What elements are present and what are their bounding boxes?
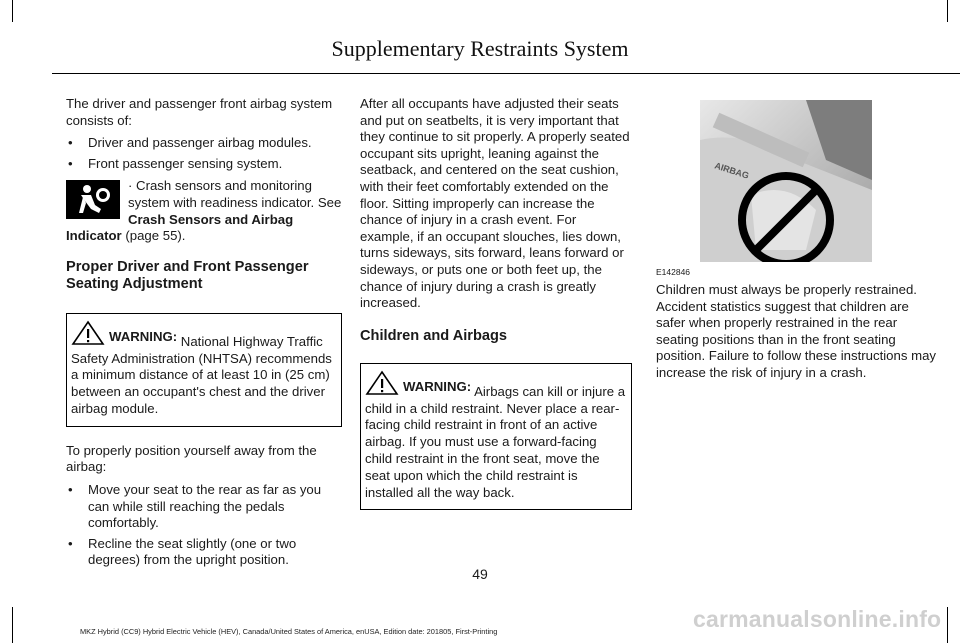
list-item: • Front passenger sensing system. — [68, 155, 283, 171]
crop-mark-top-left-v — [12, 0, 13, 22]
column-middle — [360, 96, 632, 510]
list-item: • Recline the seat slightly (one or two degrees) from the upright position. — [68, 535, 297, 568]
watermark-logo: carmanualsonline.info — [693, 606, 942, 632]
edition-footer: MKZ Hybrid (CC9) Hybrid Electric Vehicle (HEV), Canada/United States of America, enUSA, Edition date: 201805, First-Printing — [80, 627, 498, 636]
warning-box-nhtsa: WARNING: National Highway Traffic Safety Administration (NHTSA) recommends a minimum distance of at least 10 in (25 cm) between an occupant's chest and the driver airbag module. — [66, 313, 342, 427]
column-right — [656, 100, 936, 382]
seating-paragraph: After all occupants have adjusted their seats and put on seatbelts, it is very important that they continue to sit properly. A properly seated occupant sits upright, leaning against the seatback, and centered on the seat cushion, with their feet comfortably extended on the floor. Sitting improperly can increase the chance of injury in a crash event. For example, if an occupant slouches, lies down, turns sideways, sits forward, leans forward or sideways, or puts one or both feet up, the chance of injury during a crash is greatly increased. — [360, 96, 630, 311]
section-heading-seating: Proper Driver and Front Passenger Seating Adjustment — [66, 258, 309, 292]
figure-code: E142846 — [656, 266, 691, 277]
page-title: Supplementary Restraints System — [331, 36, 629, 61]
children-paragraph: Children must always be properly restrained. Accident statistics suggest that children are safer when properly restrained in the rear seating positions than in the front seating position. Failure to follow these instructions may increase the risk of injury in a crash. — [656, 282, 936, 380]
intro-text: The driver and passenger front airbag system consists of: — [66, 96, 333, 128]
crop-mark-top-right-v — [947, 0, 948, 22]
list-item: • Driver and passenger airbag modules. — [68, 135, 312, 151]
component-list — [66, 135, 342, 172]
airbag-indicator-note: · Crash sensors and monitoring system with readiness indicator. See Crash Sensors and Airbag Indicator (page 55). — [66, 178, 342, 244]
column-left — [66, 96, 342, 573]
warning-triangle-icon — [365, 370, 399, 396]
warning-triangle-icon — [71, 320, 105, 346]
crop-mark-bottom-left-v — [12, 607, 13, 643]
section-heading-children: Children and Airbags — [360, 327, 508, 344]
child-seat-airbag-illustration — [656, 100, 872, 277]
page-number: 49 — [472, 566, 488, 582]
position-list — [66, 482, 342, 569]
list-item: • Move your seat to the rear as far as you can while still reaching the pedals comfortably. — [68, 481, 322, 531]
header-rule — [52, 73, 960, 74]
warning-box-children: WARNING: Airbags can kill or injure a child in a child restraint. Never place a rear-facing child restraint in front of an active airbag. If you must use a forward-facing child restraint in the front seat, move the seat upon which the child restraint is installed all the way back. — [360, 363, 632, 511]
position-intro: To properly position yourself away from the airbag: — [66, 442, 317, 475]
airbag-label: AIRBAG — [713, 160, 751, 181]
airbag-warning-icon — [66, 180, 120, 219]
